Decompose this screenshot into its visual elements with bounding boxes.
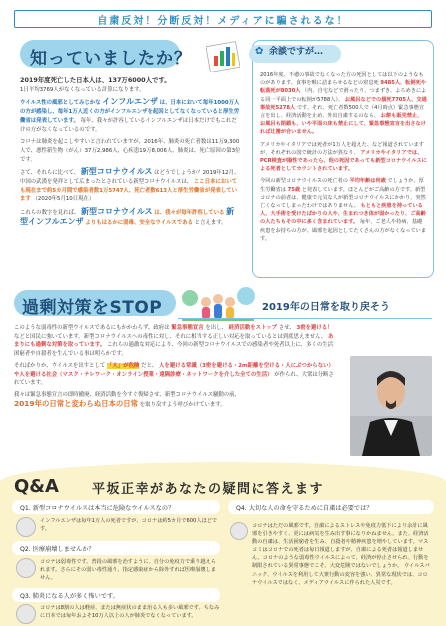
age-end: 毎年、ご老人や持病、基礎疾患をお持ちの方が、風邪を起因としてたくさんの方がなくなっています。 (260, 219, 427, 242)
covid-date: （2020年5月10日現在） (32, 196, 95, 203)
accident-claim: お餅も販売禁止、お風呂も閉鎖も、いや平面の床も禁止にして、緊急事態宣言を出さなければ辻褄が合いません。 (260, 113, 426, 136)
flu-note: 毎年、我々が許容しているインフルエンザは日本だけでもこれだけの方がなくなっているのです。 (20, 117, 237, 133)
conclusion-intro: これらの数字を見れば、 (20, 210, 80, 217)
side-note-box (252, 40, 434, 278)
stop-people-danger: 「人」が危険 (107, 362, 140, 369)
question-2: Q2. 医療崩壊しませんか？ (12, 541, 220, 555)
conclusion-keyword-flu: 新型インフルエンザ (20, 207, 235, 226)
daily-average-line: 1日平均3769人がなくなっている計算になります。 (20, 86, 145, 93)
accident-choke-stat: 9485人、転倒死や転落死が8030人 (260, 80, 426, 95)
flu-intro: ウイルス性の風邪としてみじかな (20, 100, 101, 107)
conclusion-text: は、我々が毎年許容している (154, 210, 225, 217)
avatar-icon (230, 522, 248, 540)
answer-4-text: コロナはただの風邪です。自粛によるストレスや免疫力低下により余計に風邪を引きやすく、更には病気を生み出す事になりかねません。また、経済活動の自粛は、生活困窮者を生み、自殺者や精神疾患を増やしています。マスコミはコロナでの死者は毎日報道しますが、自粛による死者は報道しません。コロナのような弱毒性ウイルスによって、経済が停止させられ、行動を制限されている異常事態でこそ、大変危険ではないでしょうか。 (252, 523, 429, 570)
avatar-icon (16, 517, 36, 537)
bar-chart-icon (206, 38, 240, 72)
answer-1-text: インフルエンザは毎年1万人の死者ですが、コロナは約5カ月で600人ほどです。 (40, 518, 218, 532)
age-question: 平均年齢は何歳 (349, 178, 386, 185)
stop-avoid-society: 人を避ける常識（3密を避ける・2m距離を空ける・人にぶつからない）や人を避ける社会（マスク・テレワーク・オンライン授業・遠隔診療・ネットワークを介した全ての生活） (14, 362, 334, 378)
flu-keyword: インフルエンザ (102, 97, 158, 107)
accident-fall-detail: （内、自宅などで滑ったり、つまずき、よろめきによる同一平面上での転倒が5788人）、 (260, 88, 427, 103)
stop-excessive: あまりにも過剰な対策を取っています。 (14, 333, 334, 349)
question-3: Q3. 肺炎になる人が多く怖いです。 (12, 588, 220, 602)
stop-p3-highlight: 2019年の日常と変わらぬ日本の日常 (14, 398, 139, 408)
answer-4 (230, 522, 432, 587)
covid-keyword: 新型コロナウイルス (80, 167, 153, 177)
stop-p1-mid: などと国民に強いています。新型コロナウイルスへの毒性に対し、それに相当する正しい対応を取っているとは到底思えません。 (14, 333, 327, 340)
age-claim: もともと疾患を持っている人、大手術を受けたばかりの人や、生まれつき体が弱かったり、ご高齢の人たちもその中に多く含まれています。 (260, 203, 426, 226)
conclusion-keyword-covid: 新型コロナウイルス (81, 207, 153, 217)
banner-text: 自粛反対！分断反対！メディアに騙されるな！ (97, 15, 349, 27)
age-intro: 今回の新型コロナウイルスの死亡者の (260, 178, 348, 185)
death-stat-line: 2019年度死亡した日本人は、137万6000人です。 (20, 76, 171, 84)
covid-text: はどうでしょうか？2019年12月、中国の武漢を発祥として広まったとされている新型コロナウイルスは、 (20, 170, 240, 186)
virus-icon: ✿ (255, 46, 264, 57)
conclusion-claim: よりもはるかに弱毒、安全なウイルスである (85, 219, 193, 226)
side-note-title: 余談ですが… (269, 47, 324, 57)
age-detail: と発表しています。ほとんどがご高齢の方です。新型コロナの前者は、健康で元気な人が新型コロナウイルスにかかり、突然亡くなってしまったわけではありません。 (260, 186, 426, 210)
section-title: 知っていましたか？ (30, 49, 192, 69)
qa-title: Q&A (14, 476, 59, 497)
section-body (20, 76, 242, 232)
stop-emergency: 緊急事態宣言 (171, 325, 204, 331)
divider (178, 318, 432, 319)
accident-drown-stat: お風呂などでの溺死7705人、交通事故死5278人 (260, 96, 427, 111)
stop-p1-intro: このような弱毒性の新型ウイルスであるにもかかわらず、政府は (14, 325, 170, 331)
side-note-tab (249, 45, 341, 63)
stop-3mitsu: 3密を避ける！ (296, 325, 333, 331)
overseas-claim: アメリカやイタリアでは、PCR検査が陽性であったら、他の死因であっても新型コロナウイルスによる死者としてカウントされています。 (260, 149, 427, 173)
stop-title: 過剰対策をSTOP (22, 298, 163, 318)
flu-stat: は、日本において毎年1000万人の方が感染し、毎年1万人近くの方がインフルエンザを起因としてなくなっていると厚生労働省は発表しています。 (20, 100, 240, 124)
answer-2-text: コロナは弱毒性です。普段の風邪を治すように、自分の免疫力で乗り越えられます。さらにその弱い毒性通り、指定感染症から除外すれば医療崩壊しません。 (40, 559, 216, 581)
stop-p1-sep2: させ、 (278, 325, 295, 331)
answer-1 (16, 517, 220, 537)
answer-3 (16, 604, 220, 624)
stop-p2-end: が作られ、大衆は分断されています。 (14, 371, 334, 387)
stop-subtitle: 2019年の日常を取り戻そう (262, 302, 390, 313)
stop-body (14, 324, 334, 412)
accident-intro: 2016年度、不慮の事故でなくなった方の死因としては以下のようなものがあります。食事を喉に詰まらせるなどの窒息死 (260, 72, 424, 87)
stop-p3-end: を取り戻すよう呼びかけています。 (139, 401, 226, 408)
speaker-photo (350, 356, 432, 456)
family-illustration (178, 282, 258, 322)
accident-mid: です。それ、死亡者数500人で（4月時点）緊急事態宣言を出し、経済活動を止め、外出自粛するのなら、 (260, 104, 425, 120)
conclusion-end: と言えます。 (194, 219, 227, 226)
stop-p1-end: これらの過激な対応により、今回の新型コロナウイルスでの感染者や死者以上に、多くの生活困窮者や自殺者を生んでいる事は明らかです。 (14, 342, 334, 358)
stop-p2-sep: だと、 (141, 362, 158, 369)
top-banner (14, 10, 432, 28)
stop-p3-intro: 我々は緊急事態宣言の即時撤廃、経済活動を今すぐ復帰させ、新型コロナウイルス騒動の前、 (14, 391, 240, 398)
avatar-icon (16, 604, 36, 624)
answer-3-text: コロナは8割の人は軽症、または無症状のまま治る人も多い風邪です。ちなみに日本では毎年およそ10万人以上の人が肺炎でなくなっています。 (40, 605, 220, 619)
stop-p1-sep1: を出し、 (205, 325, 227, 331)
pneumonia-paragraph: コロナは肺炎を起こしやすいと言われていますが、2016年、肺炎の死亡者数は11万9,300人で、悪性新生物（がん）37万2,986人、心疾患19万8,006人、肺炎は、死亡原因の第3位です。 (20, 139, 241, 163)
age-value: 75歳 (287, 186, 301, 193)
covid-intro: さて、それらに比べて、 (20, 170, 80, 177)
question-4: Q4. 大切な人の命を守るために自粛は必要では？ (228, 500, 434, 514)
stop-economy: 経済活動をストップ (228, 325, 278, 331)
question-1: Q1. 新型コロナウイルスは本当に危険なウイルスなの？ (12, 500, 220, 514)
overseas-intro: アメリカやイタリアでは死者が1万人を超えた、など報道されていますが、それぞれの国で統計の方法が異なり、 (260, 141, 424, 156)
did-you-know-section (14, 36, 244, 276)
answer-4-conclusion: ウイルスパニック、ウイルスを利用して大衆行動の変容を強い、異常な現状では、コロナウイルスではなく、メディアウイルスに作られた人災です。 (252, 563, 430, 586)
qa-headline: 平坂正幸があなたの疑問に答えます (92, 482, 325, 497)
covid-stat: ここ日本においても現在まで約5カ月間で感染者数1万5747人、死亡者数613人と厚生労働省が発表しています (20, 179, 238, 203)
avatar-icon (16, 558, 36, 578)
stop-p2-intro: そればかりか、ウイルスを出すとして (14, 362, 106, 369)
age-text: でしょうか。厚生労働省は (260, 178, 424, 193)
answer-2 (16, 558, 220, 582)
